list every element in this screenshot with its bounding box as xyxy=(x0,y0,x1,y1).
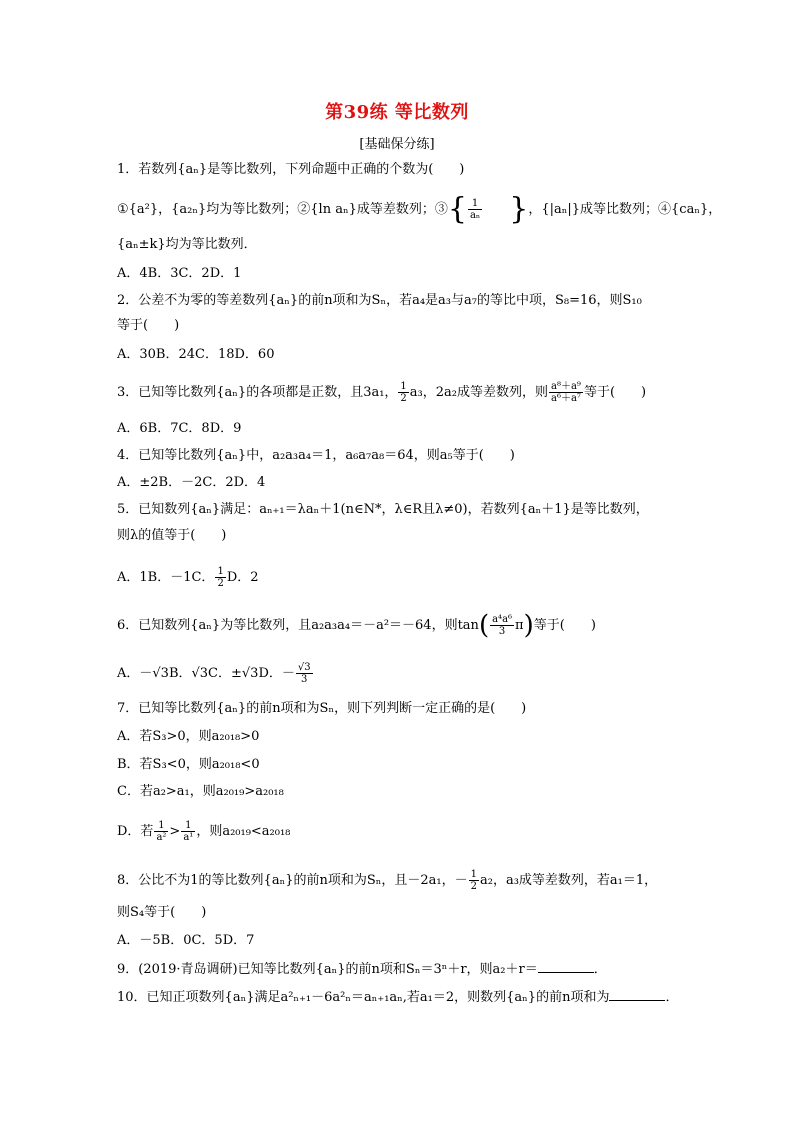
page-title: 第39练 等比数列 xyxy=(325,102,469,123)
q1-frac-den: aₙ xyxy=(469,210,481,221)
q5-option-fraction xyxy=(215,566,225,589)
q6-options xyxy=(117,662,314,685)
q1-stem: 1．若数列{aₙ}是等比数列，下列命题中正确的个数为( ) xyxy=(117,162,465,177)
q3-frac1-den: 2 xyxy=(400,393,407,404)
q3-stem-a: 3．已知等比数列{aₙ}的各项都是正数，且3a₁， xyxy=(117,385,398,400)
q6-stem-a: 6．已知数列{aₙ}为等比数列，且a₂a₃a₄＝－a²＝－64，则tan xyxy=(117,618,479,633)
section-subtitle: [基础保分练] xyxy=(359,137,435,152)
q10-stem-text: 10．已知正项数列{aₙ}满足a²ₙ₊₁－6a²ₙ＝aₙ₊₁aₙ,若a₁＝2，则数列{aₙ}的前n项和为 xyxy=(117,990,610,1005)
q7-opt-d-gt: > xyxy=(169,824,181,839)
q7-option-c: C．若a₂>a₁，则a₂₀₁₉>a₂₀₁₈ xyxy=(117,784,284,799)
q8-stem2: 则S₄等于( ) xyxy=(117,905,207,920)
left-paren-glyph: ( xyxy=(478,610,490,641)
q7-opt-d-frac2-num: 1 xyxy=(181,820,195,832)
q9-period: ． xyxy=(593,962,607,977)
q1-frac-num: 1 xyxy=(468,198,482,210)
q7-opt-d-frac1-den: a² xyxy=(156,832,167,843)
q8-frac-num: 1 xyxy=(470,869,477,880)
q3-fraction-half xyxy=(398,381,408,404)
q5-frac-den: 2 xyxy=(217,578,224,589)
q5-stem: 5．已知数列{aₙ}满足：aₙ₊₁＝λaₙ＋1(n∈N*，λ∈R且λ≠0)，若数列{aₙ＋1}是等比数列， xyxy=(117,502,649,517)
q8-frac-den: 2 xyxy=(470,881,477,892)
q1-line2-a: ①{a²}，{a₂ₙ}均为等比数列；②{ln aₙ}成等差数列；③ xyxy=(117,202,448,217)
q8-stem-a: 8．公比不为1的等比数列{aₙ}的前n项和为Sₙ，且－2a₁，－ xyxy=(117,873,468,888)
q2-options: A．30B．24C．18D．60 xyxy=(117,347,275,362)
q7-opt-d-frac1 xyxy=(154,820,168,843)
q6-opt-frac-num: √3 xyxy=(297,662,311,673)
q3-frac2-num: a⁸＋a⁹ xyxy=(551,381,581,392)
q4-stem: 4．已知等比数列{aₙ}中，a₂a₃a₄＝1，a₆a₇a₈＝64，则a₅等于( ) xyxy=(117,448,515,463)
q7-option-a: A．若S₃>0，则a₂₀₁₈>0 xyxy=(117,729,260,744)
q7-option-d xyxy=(117,820,290,843)
q3-options: A．6B．7C．8D．9 xyxy=(117,421,242,436)
q5-options xyxy=(117,566,259,589)
q6-opt-frac-den: 3 xyxy=(301,674,308,685)
q2-stem: 2．公差不为零的等差数列{aₙ}的前n项和为Sₙ，若a₄是a₃与a₇的等比中项，S₈=16，则S₁₀ xyxy=(117,293,642,308)
q7-opt-d-frac1-num: 1 xyxy=(154,820,168,832)
q7-stem: 7．已知等比数列{aₙ}的前n项和为Sₙ，则下列判断一定正确的是( ) xyxy=(117,701,527,716)
q3-frac2-den: a⁶＋a⁷ xyxy=(551,393,581,404)
q3-stem-c: 等于( ) xyxy=(583,385,647,400)
q9-answer-blank[interactable] xyxy=(538,960,594,973)
q1-line3: {aₙ±k}均为等比数列． xyxy=(117,237,257,252)
q3-stem xyxy=(117,381,646,404)
q5-options-a: A．1B．－1C． xyxy=(117,570,215,585)
right-brace-glyph: } xyxy=(509,191,529,227)
q10-period: ． xyxy=(665,990,679,1005)
q9-stem-text: 9．(2019·青岛调研)已知等比数列{aₙ}的前n项和Sₙ＝3ⁿ＋r，则a₂＋r＝ xyxy=(117,962,538,977)
q5-options-b: D．2 xyxy=(226,570,259,585)
q8-stem-b: a₂，a₃成等差数列，若a₁＝1， xyxy=(479,873,658,888)
q1-line2-b: ，{|aₙ|}成等比数列；④{caₙ}， xyxy=(528,202,722,217)
right-paren-glyph: ) xyxy=(523,610,534,641)
q6-options-a: A．－√3B．√3C．±√3D．－ xyxy=(117,666,295,681)
q10-answer-blank[interactable] xyxy=(609,988,665,1001)
q6-fraction xyxy=(490,614,514,637)
q5-frac-num: 1 xyxy=(217,566,224,577)
q6-option-fraction xyxy=(296,662,313,685)
q8-fraction xyxy=(469,869,479,892)
q8-options: A．－5B．0C．5D．7 xyxy=(117,933,255,948)
q6-frac-den: 3 xyxy=(498,626,506,637)
q10-stem xyxy=(117,988,678,1006)
q3-fraction-ratio xyxy=(549,381,583,404)
q4-options: A．±2B．－2C．2D．4 xyxy=(117,475,266,490)
q7-opt-d-frac2 xyxy=(181,820,195,843)
q6-stem xyxy=(117,610,596,641)
q6-frac-num: a⁴a⁶ xyxy=(492,614,513,625)
q1-fraction xyxy=(468,198,482,221)
q6-stem-c: 等于( ) xyxy=(533,618,596,633)
q1-line2 xyxy=(117,191,722,227)
q8-stem xyxy=(117,869,657,892)
q2-stem2: 等于( ) xyxy=(117,318,180,333)
q7-option-b: B．若S₃<0，则a₂₀₁₈<0 xyxy=(117,757,260,772)
q7-opt-d-a: D．若 xyxy=(117,824,154,839)
q9-stem xyxy=(117,960,607,978)
q6-pi: π xyxy=(515,618,524,633)
q5-stem2: 则λ的值等于( ) xyxy=(117,528,227,543)
q1-options: A．4B．3C．2D．1 xyxy=(117,266,242,281)
left-brace-glyph: { xyxy=(447,191,467,227)
q7-opt-d-frac2-den: a¹ xyxy=(183,832,194,843)
q3-frac1-num: 1 xyxy=(400,381,407,392)
q3-stem-b: a₃，2a₂成等差数列，则 xyxy=(409,385,548,400)
q7-opt-d-b: ，则a₂₀₁₉<a₂₀₁₈ xyxy=(196,824,291,839)
